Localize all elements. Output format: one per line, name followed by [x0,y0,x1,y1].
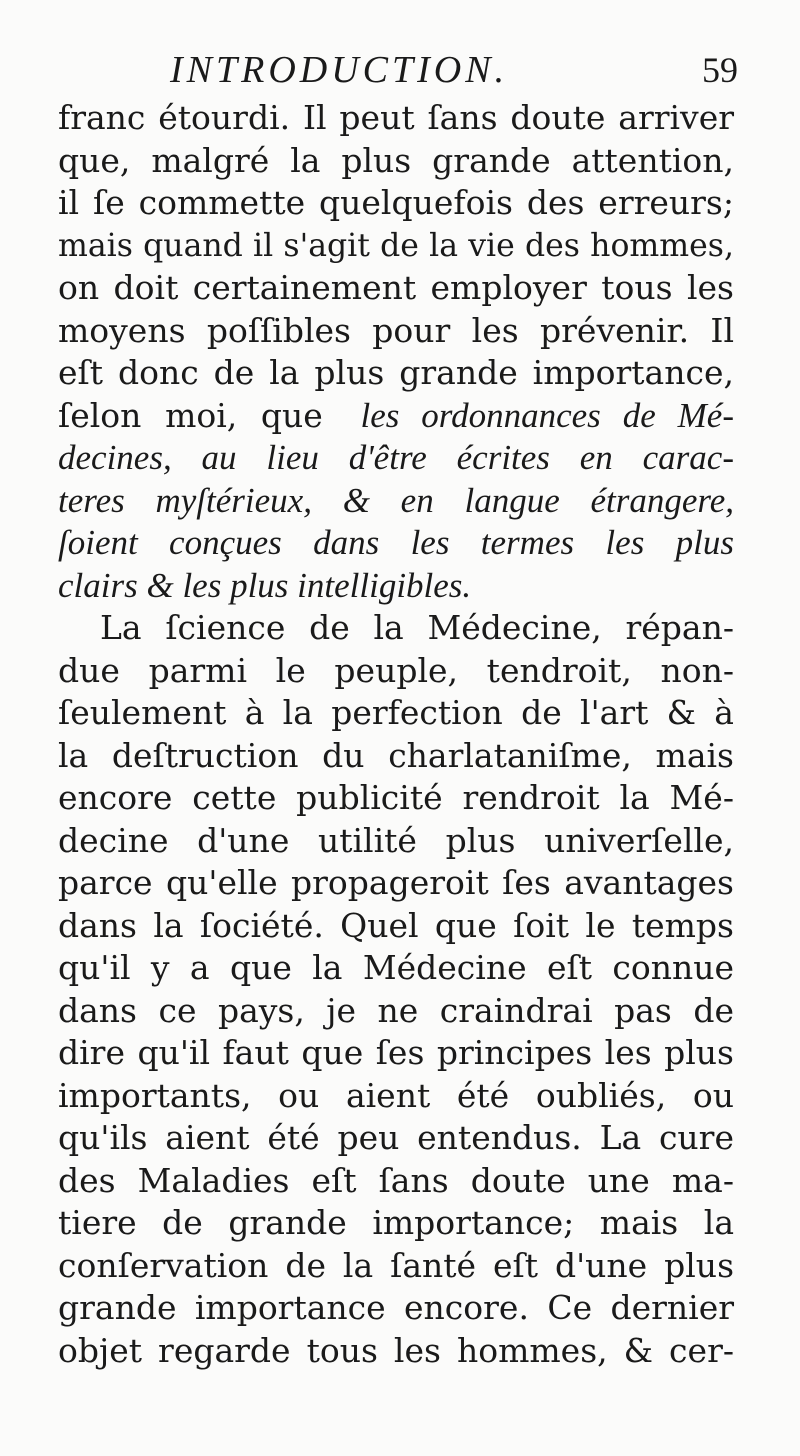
text-line-mixed [58,395,734,438]
text-line-italic: decines, au lieu d'être écrites en carac- [58,438,734,477]
text-roman-segment: ſelon moi, que [58,395,323,435]
text-line: decine d'une utilité plus univerſelle, [58,820,734,860]
text-line: dire qu'il faut que ſes principes les plus [58,1033,734,1072]
text-line: parce qu'elle propageroit ſes avantages [58,863,734,902]
text-line: grande importance encore. Ce dernier [58,1288,734,1327]
text-line: encore cette publicité rendroit la Mé- [58,778,734,817]
text-line: dans la ſociété. Quel que ſoit le temps [58,905,734,945]
text-line: la deſtruction du charlataniſme, mais [58,735,734,775]
text-line: qu'ils aient été peu entendus. La cure [58,1118,734,1157]
page-number: 59 [702,50,738,90]
text-line: moyens poſſibles pour les prévenir. Il [58,310,734,350]
text-line: mais quand il s'agit de la vie des hommes, [58,227,734,264]
text-line: tiere de grande importance; mais la [58,1203,734,1242]
text-line: franc étourdi. Il peut ſans doute arriver [58,98,734,137]
text-line-italic: ſoient conçues dans les termes les plus [58,523,734,562]
page-header [58,44,738,96]
running-head: INTRODUCTION. [170,49,509,91]
text-line: conſervation de la ſanté eſt d'une plus [58,1245,734,1285]
text-line: il ſe commette quelquefois des erreurs; [58,183,734,222]
text-line-italic: teres myſtérieux, & en langue étrangere, [58,480,734,520]
text-line: des Maladies eſt ſans doute une ma- [58,1160,734,1200]
text-line: eſt donc de la plus grande importance, [58,353,734,392]
text-line: importants, ou aient été oubliés, ou [58,1075,734,1115]
text-line: on doit certainement employer tous les [58,268,734,307]
text-italic-segment: les ordonnances de Mé- [360,395,734,435]
text-line-italic: clairs & les plus intelligibles. [58,565,472,605]
text-line: objet regarde tous les hommes, & cer- [58,1330,734,1370]
text-line: qu'il y a que la Médecine eſt connue [58,948,734,987]
text-line: que, malgré la plus grande attention, [58,140,734,180]
text-line: due parmi le peuple, tendroit, non- [58,650,734,690]
body-text [58,97,734,1372]
paragraph-first-line: La ſcience de la Médecine, répan- [100,608,734,647]
text-line: dans ce pays, je ne craindrai pas de [58,990,734,1030]
text-line: ſeulement à la perfection de l'art & à [58,693,734,732]
